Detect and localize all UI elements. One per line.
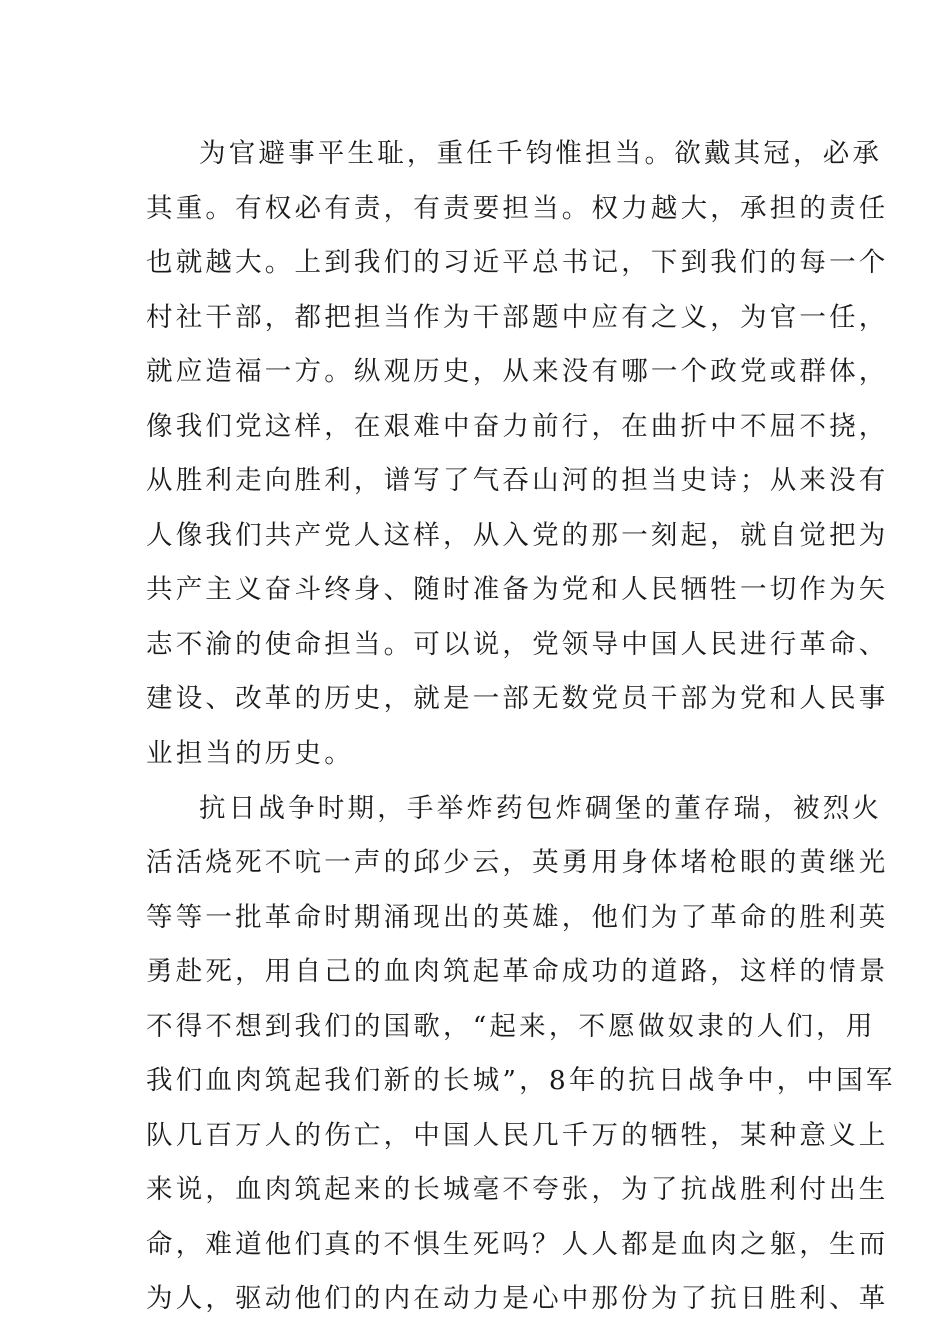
paragraph-line: 像我们党这样，在艰难中奋力前行，在曲折中不屈不挠， <box>146 410 889 442</box>
paragraph-line: 命，难道他们真的不惧生死吗？人人都是血肉之躯，生而 <box>146 1228 889 1260</box>
paragraph-line: 建设、改革的历史，就是一部无数党员干部为党和人民事 <box>146 683 889 715</box>
paragraph-line: 志不渝的使命担当。可以说，党领导中国人民进行革命、 <box>146 628 889 660</box>
paragraph-line: 我们血肉筑起我们新的长城”，8年的抗日战争中，中国军 <box>146 1065 896 1097</box>
body-text <box>146 127 896 1327</box>
paragraph-line: 勇赴死，用自己的血肉筑起革命成功的道路，这样的情景 <box>146 956 889 988</box>
paragraph-line: 业担当的历史。 <box>146 738 354 770</box>
paragraph-responsibility <box>146 127 889 782</box>
paragraph-line: 来说，血肉筑起来的长城毫不夸张，为了抗战胜利付出生 <box>146 1174 889 1206</box>
paragraph-line: 抗日战争时期，手举炸药包炸碉堡的董存瑞，被烈火 <box>199 792 883 824</box>
paragraph-line: 从胜利走向胜利，谱写了气吞山河的担当史诗；从来没有 <box>146 465 889 497</box>
paragraph-line: 村社干部，都把担当作为干部题中应有之义，为官一任， <box>146 301 889 333</box>
paragraph-line: 为官避事平生耻，重任千钧惟担当。欲戴其冠，必承 <box>199 138 883 169</box>
paragraph-line: 队几百万人的伤亡，中国人民几千万的牺牲，某种意义上 <box>146 1119 889 1151</box>
paragraph-line: 为人，驱动他们的内在动力是心中那份为了抗日胜利、革 <box>146 1283 889 1315</box>
paragraph-line: 也就越大。上到我们的习近平总书记，下到我们的每一个 <box>146 247 889 279</box>
paragraph-line: 不得不想到我们的国歌，“起来，不愿做奴隶的人们，用 <box>146 1010 876 1042</box>
paragraph-line: 共产主义奋斗终身、随时准备为党和人民牺牲一切作为矢 <box>146 574 889 606</box>
paragraph-line: 人像我们共产党人这样，从入党的那一刻起，就自觉把为 <box>146 519 889 551</box>
paragraph-line: 其重。有权必有责，有责要担当。权力越大，承担的责任 <box>146 192 889 224</box>
paragraph-line: 就应造福一方。纵观历史，从来没有哪一个政党或群体， <box>146 356 889 388</box>
paragraph-heroes <box>146 782 896 1327</box>
paragraph-line: 等等一批革命时期涌现出的英雄，他们为了革命的胜利英 <box>146 901 889 933</box>
paragraph-line: 活活烧死不吭一声的邱少云，英勇用身体堵枪眼的黄继光 <box>146 847 889 879</box>
